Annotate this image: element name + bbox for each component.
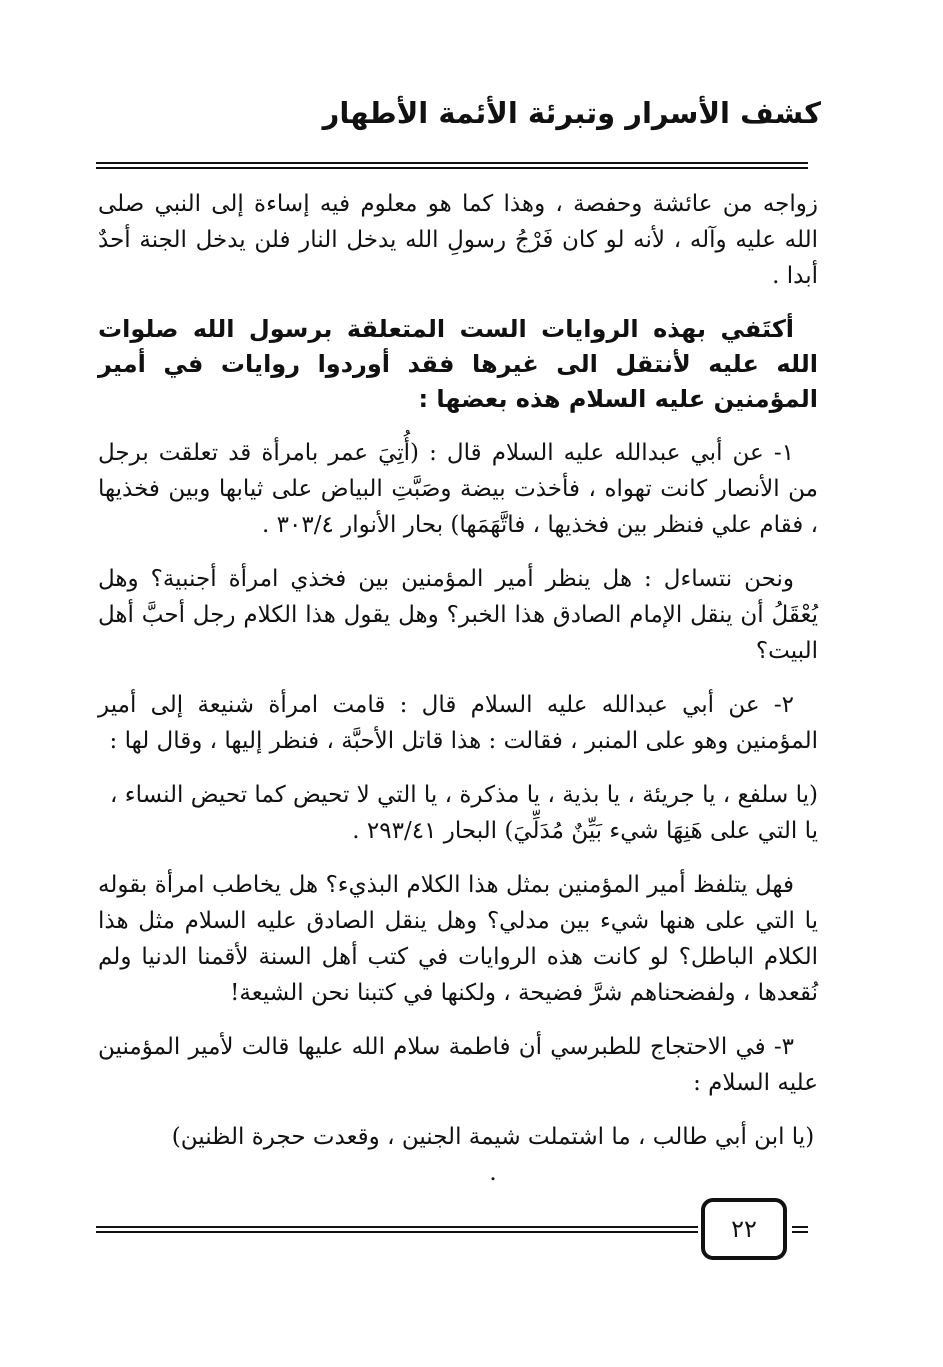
- footer-rule-left: [96, 1226, 698, 1233]
- paragraph-quote-2: (يا سلفع ، يا جريئة ، يا بذية ، يا مذكرة ، يا التي لا تحيض كما تحيض النساء ، يا التي على هَنِهَا شيء بَيِّنٌ مُدَلِّيَ) البحار ٢٩٣/٤١ .: [110, 782, 818, 844]
- paragraph-question-2: فهل يتلفظ أمير المؤمنين بمثل هذا الكلام البذيء؟ هل يخاطب امرأة بقوله يا التي على هنها شيء بين مدلي؟ وهل ينقل الصادق عليه السلام مثل هذا الكلام الباطل؟ لو كانت هذه الروايات في كتب أهل السنة لأقمنا الدنيا ولم نُقعدها ، ولفضحناهم شرَّ فضيحة ، ولكنها في كتبنا نحن الشيعة!: [98, 872, 818, 1006]
- footer-rule-right: [792, 1226, 808, 1233]
- page-footer: [96, 1198, 808, 1270]
- paragraph-bold-intro: أكتَفي بهذه الروايات الست المتعلقة برسول الله صلوات الله عليه لأنتقل الى غيرها فقد أوردوا روايات في أمير المؤمنين عليه السلام هذه بعضها :: [98, 315, 818, 413]
- paragraph-narration-2: ٢- عن أبي عبدالله عليه السلام قال : قامت امرأة شنيعة إلى أمير المؤمنين وهو على المنبر ، فقالت : هذا قاتل الأحبَّة ، فنظر إليها ، وقال لها :: [98, 692, 818, 754]
- running-title: كشف الأسرار وتبرئة الأئمة الأطهار: [322, 96, 821, 130]
- page-number-box: [701, 1198, 787, 1260]
- page-number: ٢٢: [731, 1215, 757, 1243]
- paragraph-question-1: ونحن نتساءل : هل ينظر أمير المؤمنين بين فخذي امرأة أجنبية؟ وهل يُعْقَلُ أن ينقل الإمام الصادق هذا الخبر؟ وهل يقول هذا الكلام رجل أحبَّ أهل البيت؟: [98, 566, 818, 664]
- page-body: [98, 186, 818, 1209]
- paragraph-continuation: زواجه من عائشة وحفصة ، وهذا كما هو معلوم فيه إساءة إلى النبي صلى الله عليه وآله ، لأنه لو كان فَرْجُ رسولِ الله يدخل النار فلن يدخل الجنة أحدٌ أبدا .: [98, 191, 818, 289]
- paragraph-narration-3: ٣- في الاحتجاج للطبرسي أن فاطمة سلام الله عليها قالت لأمير المؤمنين عليه السلام :: [98, 1034, 818, 1096]
- header-rule: [96, 162, 808, 169]
- paragraph-narration-1: ١- عن أبي عبدالله عليه السلام قال : (أُتِيَ عمر بامرأة قد تعلقت برجل من الأنصار كانت تهواه ، فأخذت بيضة وصَبَّتِ البياض على ثيابها وبين فخذيها ، فقام علي فنظر بين فخذيها ، فاتَّهَمَها) بحار الأنوار ٣٠٣/٤ .: [98, 440, 818, 538]
- paragraph-quote-3: (يا ابن أبي طالب ، ما اشتملت شيمة الجنين ، وقعدت حجرة الظنين) .: [171, 1124, 815, 1186]
